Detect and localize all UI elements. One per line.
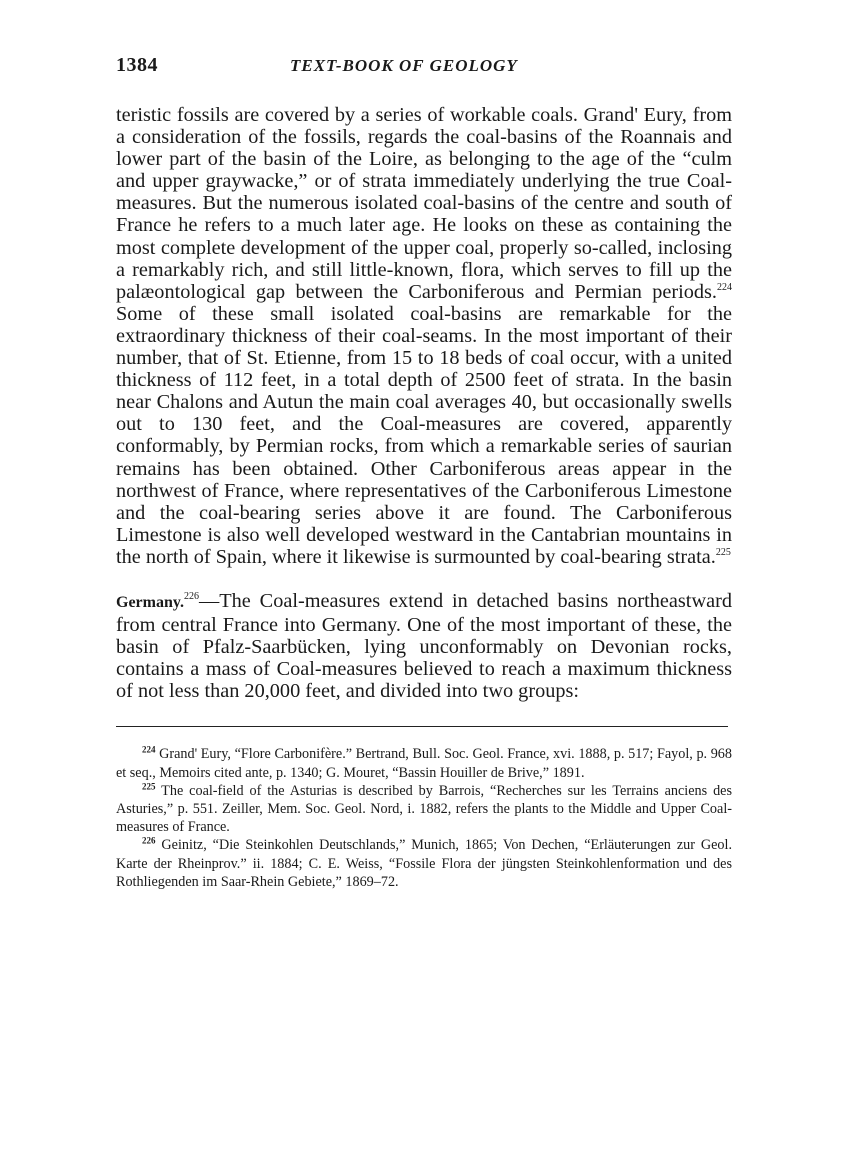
footnote-text: Grand' Eury, “Flore Carbonifère.” Bertrand, Bull. Soc. Geol. France, xvi. 1888, p. 517; Fayol, p. 968 et seq., Memoirs cited ante, p. 1340; G. Mouret, “Bassin Houiller de Brive,” 1891. <box>116 746 732 781</box>
footnotes <box>116 745 732 891</box>
running-head: TEXT-BOOK OF GEOLOGY <box>290 56 518 75</box>
paragraph-1-text-b: Some of these small isolated coal-basins are remarkable for the extraordinary thickness of their coal-seams. In the most important of their number, that of St. Etienne, from 15 to 18 beds of coal occur, with a united thickness of 112 feet, in a total depth of 2500 feet of strata. In the basin near Chalons and Autun the main coal averages 40, but occasionally swells out to 130 feet, and the Coal-measures are covered, apparently conformably, by Permian rocks, from which a remarkable series of saurian remains has been obtained. Other Carboniferous areas appear in the northwest of France, where representatives of the Carboniferous Limestone and the coal-bearing series above it are found. The Carboniferous Limestone is also well developed westward in the Cantabrian mountains in the north of Spain, where it likewise is surmounted by coal-bearing strata. <box>116 302 732 568</box>
paragraph-1-text-a: teristic fossils are covered by a series of workable coals. Grand' Eury, from a consideration of the fossils, regards the coal-basins of the Roannais and lower part of the basin of the Loire, as belonging to the age of the “culm and upper graywacke,” or of strata immediately underlying the true Coal-measures. But the numerous isolated coal-basins of the centre and south of France he refers to a much later age. He looks on these as containing the most complete development of the upper coal, properly so-called, inclosing a remarkably rich, and still little-known, flora, which serves to fill up the palæontological gap between the Carboniferous and Permian periods. <box>116 104 732 303</box>
footnote-text: The coal-field of the Asturias is described by Barrois, “Recherches sur les Terrains anciens des Asturies,” p. 551. Zeiller, Mem. Soc. Geol. Nord, i. 1882, refers the plants to the Middle and Upper Coal-measures of France. <box>116 782 732 836</box>
footnote-mark: 226 <box>142 835 156 846</box>
footnote-225 <box>116 782 732 837</box>
page-number: 1384 <box>116 54 158 76</box>
paragraph-2 <box>116 590 732 702</box>
body-text <box>116 104 732 702</box>
footnote-ref-225: 225 <box>715 547 731 559</box>
section-heading-germany: Germany. <box>116 593 184 611</box>
footnote-mark: 224 <box>142 744 156 755</box>
book-page <box>116 54 732 891</box>
footnote-ref-226: 226 <box>184 591 199 603</box>
footnote-divider <box>116 726 728 727</box>
footnote-text: Geinitz, “Die Steinkohlen Deutschlands,” Munich, 1865; Von Dechen, “Erläuterungen zur Geol. Karte der Rheinprov.” ii. 1884; C. E. Weiss, “Fossile Flora der jüngsten Steinkohlenformation und des Rothliegenden im Saar-Rhein Gebiete,” 1869–72. <box>116 837 732 890</box>
footnote-mark: 225 <box>142 781 156 792</box>
footnote-224 <box>116 745 732 781</box>
paragraph-2-text: —The Coal-measures extend in detached basins northeastward from central France into Germany. One of the most important of these, the basin of Pfalz-Saarbücken, lying unconformably on Devonian rocks, contains a mass of Coal-measures believed to reach a maximum thickness of not less than 20,000 feet, and divided into two groups: <box>116 589 732 703</box>
footnote-ref-224: 224 <box>717 281 732 293</box>
footnote-226 <box>116 836 732 891</box>
page-header <box>116 54 732 84</box>
paragraph-1 <box>116 104 732 568</box>
